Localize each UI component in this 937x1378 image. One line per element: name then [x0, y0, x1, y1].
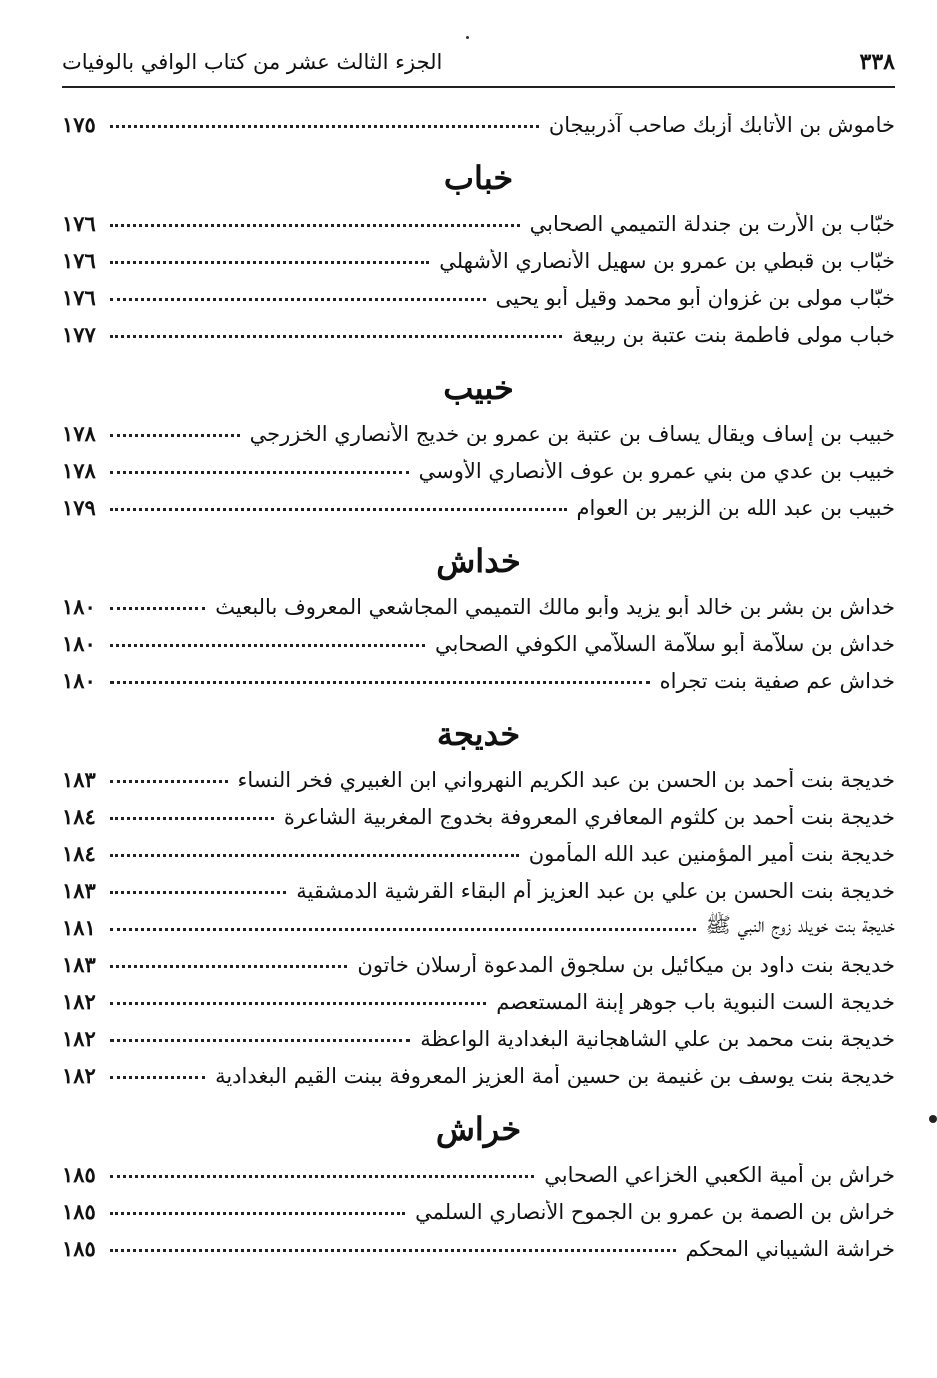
- header-rule: [62, 86, 895, 88]
- entry-name: خديجة بنت خويلد زوج النبي ﷺ: [705, 913, 895, 937]
- index-entry: [62, 489, 895, 526]
- index-entry: [62, 279, 895, 316]
- section-heading: خباب: [443, 159, 514, 197]
- index-entry: [62, 761, 895, 798]
- leader-dots: [110, 1066, 205, 1079]
- entry-name: خداش بن بشر بن خالد أبو يزيد وأبو مالك التميمي المجاشعي المعروف بالبعيث: [215, 594, 895, 619]
- section-heading: خبيب: [443, 369, 514, 407]
- index-entry: [62, 872, 895, 909]
- entry-page: ١٨٠: [62, 631, 96, 656]
- index-entry: [62, 106, 895, 143]
- entry-page: ١٨٠: [62, 668, 96, 693]
- entry-page: ١٨١: [62, 915, 96, 940]
- entry-page: ١٨٤: [62, 841, 96, 866]
- index-content: [62, 106, 895, 1267]
- index-entry: [62, 625, 895, 662]
- leader-dots: [110, 1239, 676, 1252]
- index-entry: [62, 452, 895, 489]
- page-number: ٣٣٨: [859, 49, 895, 75]
- leader-dots: [110, 992, 486, 1005]
- entry-page: ١٧٥: [62, 112, 96, 137]
- entry-name: خديجة بنت يوسف بن غنيمة بن حسين أمة العزيز المعروفة ببنت القيم البغدادية: [215, 1063, 895, 1088]
- index-entry: [62, 1057, 895, 1094]
- entry-name: خبّاب بن قبطي بن عمرو بن سهيل الأنصاري الأشهلي: [439, 248, 895, 273]
- entry-page: ١٧٧: [62, 322, 96, 347]
- index-entry: [62, 1230, 895, 1267]
- leader-dots: [110, 288, 486, 301]
- index-entry: [62, 909, 895, 946]
- entry-page: ١٨٢: [62, 1026, 96, 1051]
- leader-dots: [110, 770, 228, 783]
- index-entry: [62, 798, 895, 835]
- leader-dots: [110, 597, 205, 610]
- entry-name: خديجة بنت الحسن بن علي بن عبد العزيز أم البقاء القرشية الدمشقية: [296, 878, 895, 903]
- entry-page: ١٨٤: [62, 804, 96, 829]
- ink-speck: [466, 36, 469, 39]
- page-header: [62, 46, 895, 78]
- entry-name: خبيب بن عدي من بني عمرو بن عوف الأنصاري الأوسي: [418, 458, 895, 483]
- entry-name: خراشة الشيباني المحكم: [685, 1236, 895, 1261]
- entry-name: خراش بن أمية الكعبي الخزاعي الصحابي: [544, 1162, 895, 1187]
- entry-page: ١٨٣: [62, 878, 96, 903]
- entry-page: ١٨٥: [62, 1199, 96, 1224]
- index-entry: [62, 1156, 895, 1193]
- leader-dots: [110, 1029, 410, 1042]
- running-title: الجزء الثالث عشر من كتاب الوافي بالوفيات: [62, 50, 443, 74]
- entry-page: ١٧٦: [62, 248, 96, 273]
- leader-dots: [110, 807, 274, 820]
- section-heading: خداش: [436, 542, 521, 580]
- entry-name: خديجة بنت محمد بن علي الشاهجانية البغدادية الواعظة: [420, 1026, 895, 1051]
- entry-name: خبّاب مولى بن غزوان أبو محمد وقيل أبو يحيى: [495, 285, 895, 310]
- leader-dots: [110, 671, 650, 684]
- entry-name: خراش بن الصمة بن عمرو بن الجموح الأنصاري السلمي: [415, 1199, 895, 1224]
- index-entry: [62, 946, 895, 983]
- entry-page: ١٨٥: [62, 1162, 96, 1187]
- leader-dots: [110, 1202, 405, 1215]
- entry-page: ١٨٣: [62, 952, 96, 977]
- entry-name: خبيب بن إساف ويقال يساف بن عتبة بن عمرو بن خديج الأنصاري الخزرجي: [249, 421, 895, 446]
- leader-dots: [110, 214, 520, 227]
- section-heading: خراش: [435, 1110, 522, 1148]
- leader-dots: [110, 918, 696, 931]
- entry-page: ١٧٨: [62, 421, 96, 446]
- leader-dots: [110, 955, 347, 968]
- entry-name: خداش بن سلاّمة أبو سلاّمة السلاّمي الكوفي الصحابي: [434, 631, 895, 656]
- entry-name: خداش عم صفية بنت تجراه: [659, 668, 895, 693]
- index-entry: [62, 1020, 895, 1057]
- leader-dots: [110, 115, 539, 128]
- index-entry: [62, 588, 895, 625]
- leader-dots: [110, 424, 240, 437]
- entry-name: خديجة بنت أمير المؤمنين عبد الله المأمون: [528, 841, 895, 866]
- index-entry: [62, 415, 895, 452]
- index-entry: [62, 662, 895, 699]
- entry-page: ١٨٠: [62, 594, 96, 619]
- leader-dots: [110, 844, 519, 857]
- index-entry: [62, 316, 895, 353]
- index-entry: [62, 1193, 895, 1230]
- entry-name: خبيب بن عبد الله بن الزبير بن العوام: [576, 495, 895, 520]
- leader-dots: [110, 881, 286, 894]
- leader-dots: [110, 461, 409, 474]
- entry-name: خديجة بنت داود بن ميكائيل بن سلجوق المدعوة أرسلان خاتون: [357, 952, 895, 977]
- entry-page: ١٨٣: [62, 767, 96, 792]
- entry-name: خباب مولى فاطمة بنت عتبة بن ربيعة: [572, 322, 895, 347]
- entry-page: ١٨٢: [62, 1063, 96, 1088]
- entry-name: خاموش بن الأتابك أزبك صاحب آذربيجان: [548, 112, 895, 137]
- leader-dots: [110, 1165, 534, 1178]
- entry-page: ١٧٨: [62, 458, 96, 483]
- entry-page: ١٨٥: [62, 1236, 96, 1261]
- entry-name: خبّاب بن الأرت بن جندلة التميمي الصحابي: [529, 211, 895, 236]
- entry-name: خديجة بنت أحمد بن الحسن بن عبد الكريم النهرواني ابن الغبيري فخر النساء: [237, 767, 895, 792]
- entry-name: خديجة الست النبوية باب جوهر إبنة المستعصم: [496, 989, 895, 1014]
- entry-page: ١٨٢: [62, 989, 96, 1014]
- entry-page: ١٧٦: [62, 211, 96, 236]
- section-heading: خديجة: [436, 715, 521, 753]
- leader-dots: [110, 498, 567, 511]
- leader-dots: [110, 325, 562, 338]
- entry-name: خديجة بنت أحمد بن كلثوم المعافري المعروفة بخدوج المغربية الشاعرة: [283, 804, 895, 829]
- index-entry: [62, 242, 895, 279]
- leader-dots: [110, 251, 429, 264]
- index-entry: [62, 983, 895, 1020]
- entry-page: ١٧٩: [62, 495, 96, 520]
- index-entry: [62, 205, 895, 242]
- index-entry: [62, 835, 895, 872]
- margin-bullet: [929, 1115, 937, 1123]
- entry-page: ١٧٦: [62, 285, 96, 310]
- leader-dots: [110, 634, 425, 647]
